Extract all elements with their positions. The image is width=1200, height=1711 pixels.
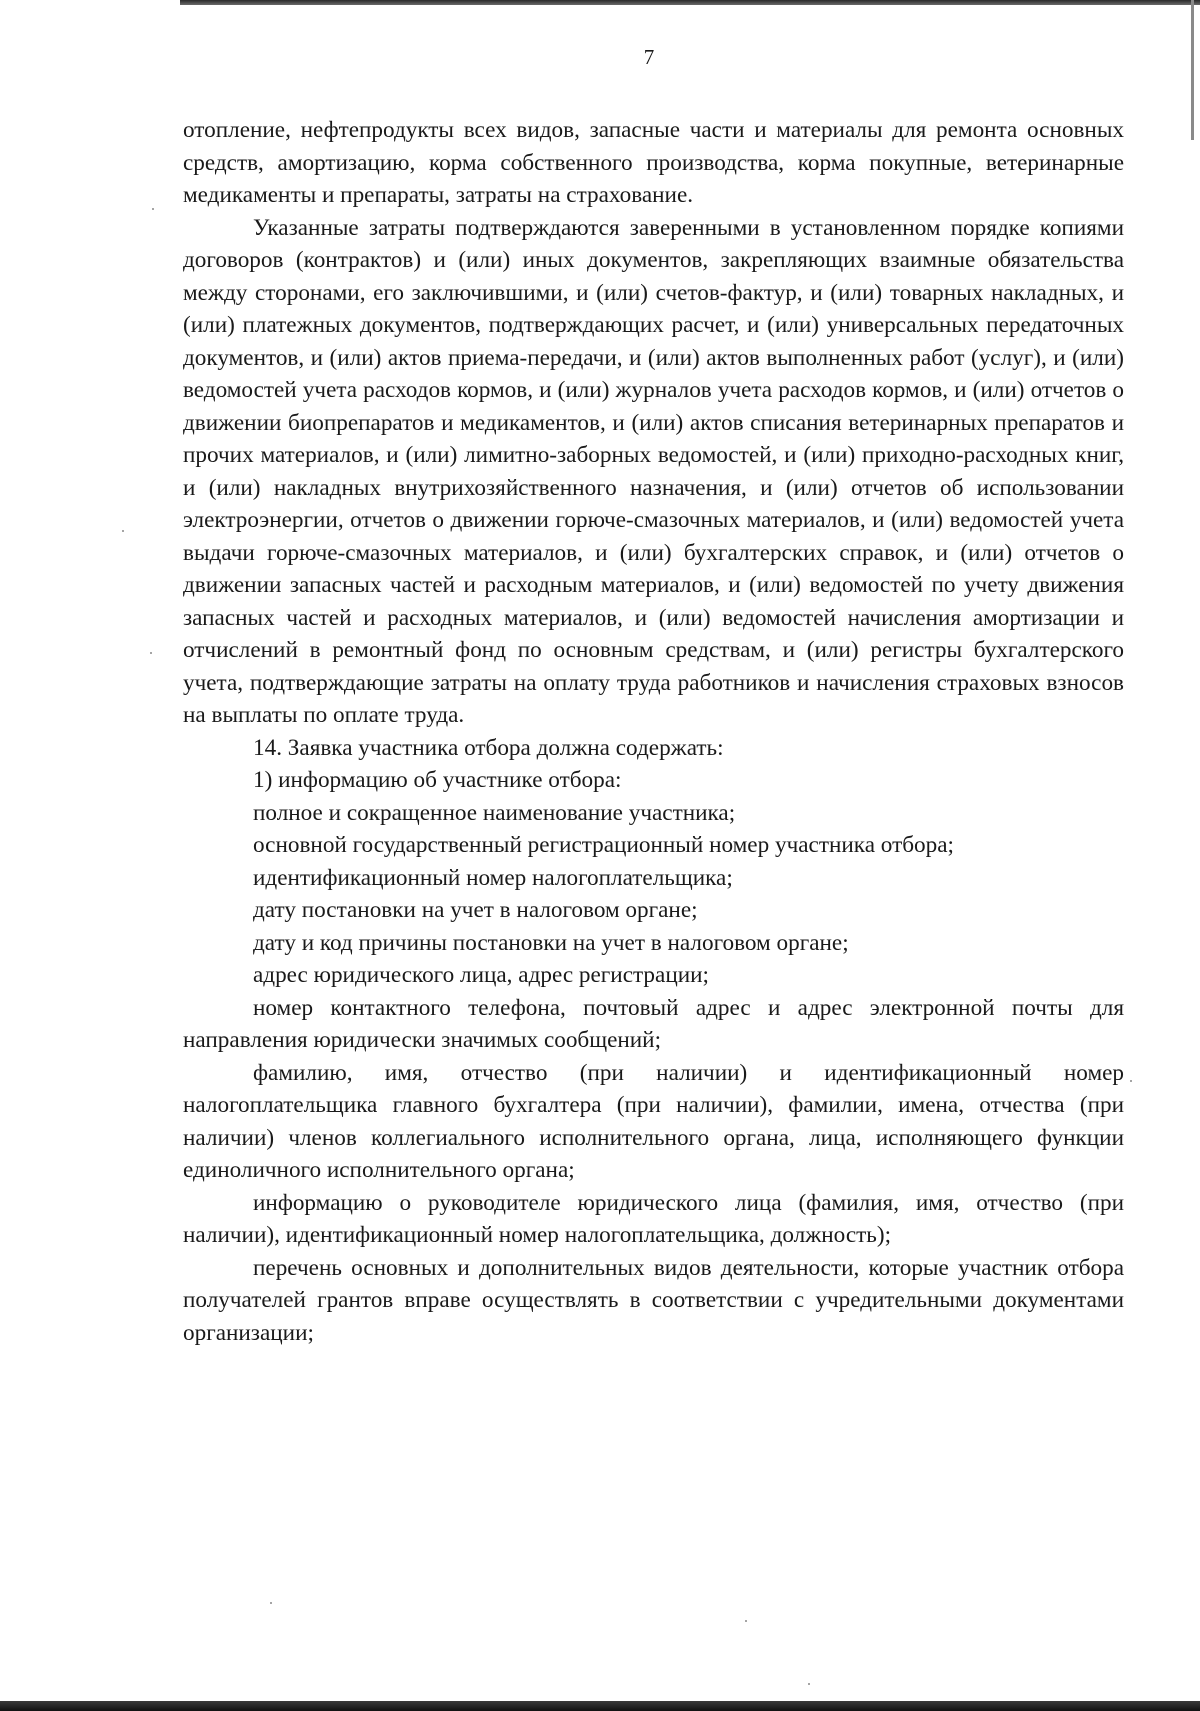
scan-edge-right [1191,0,1194,140]
paragraph: фамилию, имя, отчество (при наличии) и идентификационный номер налогоплательщика главного бухгалтера (при наличии), фамилии, имена, отчества (при наличии) членов коллегиального исполнительного органа, лица, исполняющего функции единоличного исполнительного органа; [183,1059,1124,1183]
paragraph: информацию о руководителе юридического лица (фамилия, имя, отчество (при наличии), идентификационный номер налогоплательщика, должность); [183,1189,1124,1248]
scan-speck [808,1683,810,1685]
paragraph: 1) информацию об участнике отбора: [253,767,622,793]
paragraph: идентификационный номер налогоплательщика; [253,864,733,891]
paragraph: адрес юридического лица, адрес регистрации; [253,962,709,988]
scan-speck [270,1602,272,1604]
scan-speck [745,1620,747,1622]
scan-speck [152,208,154,210]
paragraph: дату постановки на учет в налоговом органе; [253,897,698,923]
scan-edge-top [180,0,1200,5]
paragraph: Указанные затраты подтверждаются заверенными в установленном порядке копиями договоров (контрактов) и (или) иных документов, закрепляющих взаимные обязательства между сторонами, его заключившими, и (или) счетов-фактур, и (или) товарных накладных, и (или) платежных документов, подтверждающих расчет, и (или) универсальных передаточных документов, и (или) актов приема-передачи, и (или) актов выполненных работ (услуг), и (или) ведомостей учета расходов кормов, и (или) журналов учета расходов кормов, и (или) отчетов о движении биопрепаратов и медикаментов, и (или) актов списания ветеринарных препаратов и прочих материалов, и (или) лимитно-заборных ведомостей, и (или) приходно-расходных книг, и (или) накладных внутрихозяйственного назначения, и (или) отчетов об использовании электроэнергии, отчетов о движении горюче-смазочных материалов, и (или) ведомостей учета выдачи горюче-смазочных материалов, и (или) бухгалтерских справок, и (или) отчетов о движении запасных частей и расходным материалов, и (или) ведомостей по учету движения запасных частей и расходных материалов, и (или) ведомостей начисления амортизации и отчислений в ремонтный фонд по основным средствам, и (или) регистры бухгалтерского учета, подтверждающие затраты на оплату труда работников и начисления страховых взносов на выплаты по оплате труда. [183,214,1124,728]
document-body [183,114,1124,1349]
scan-speck [122,530,124,532]
paragraph: полное и сокращенное наименование участника; [253,799,736,826]
paragraph: номер контактного телефона, почтовый адрес и адрес электронной почты для направления юридически значимых сообщений; [183,994,1124,1053]
page-number: 7 [643,45,655,69]
paragraph: отопление, нефтепродукты всех видов, запасные части и материалы для ремонта основных средств, амортизацию, корма собственного производства, корма покупные, ветеринарные медикаменты и препараты, затраты на страхование. [183,117,1124,208]
paragraph: перечень основных и дополнительных видов деятельности, которые участник отбора получателей грантов вправе осуществлять в соответствии с учредительными документами организации; [183,1254,1124,1346]
paragraph: основной государственный регистрационный номер участника отбора; [253,832,954,858]
paragraph: 14. Заявка участника отбора должна содержать: [253,734,724,761]
paragraph: дату и код причины постановки на учет в налоговом органе; [253,929,849,956]
scan-speck [150,652,152,654]
scan-edge-bottom [0,1701,1200,1711]
scan-speck [1130,1080,1132,1082]
